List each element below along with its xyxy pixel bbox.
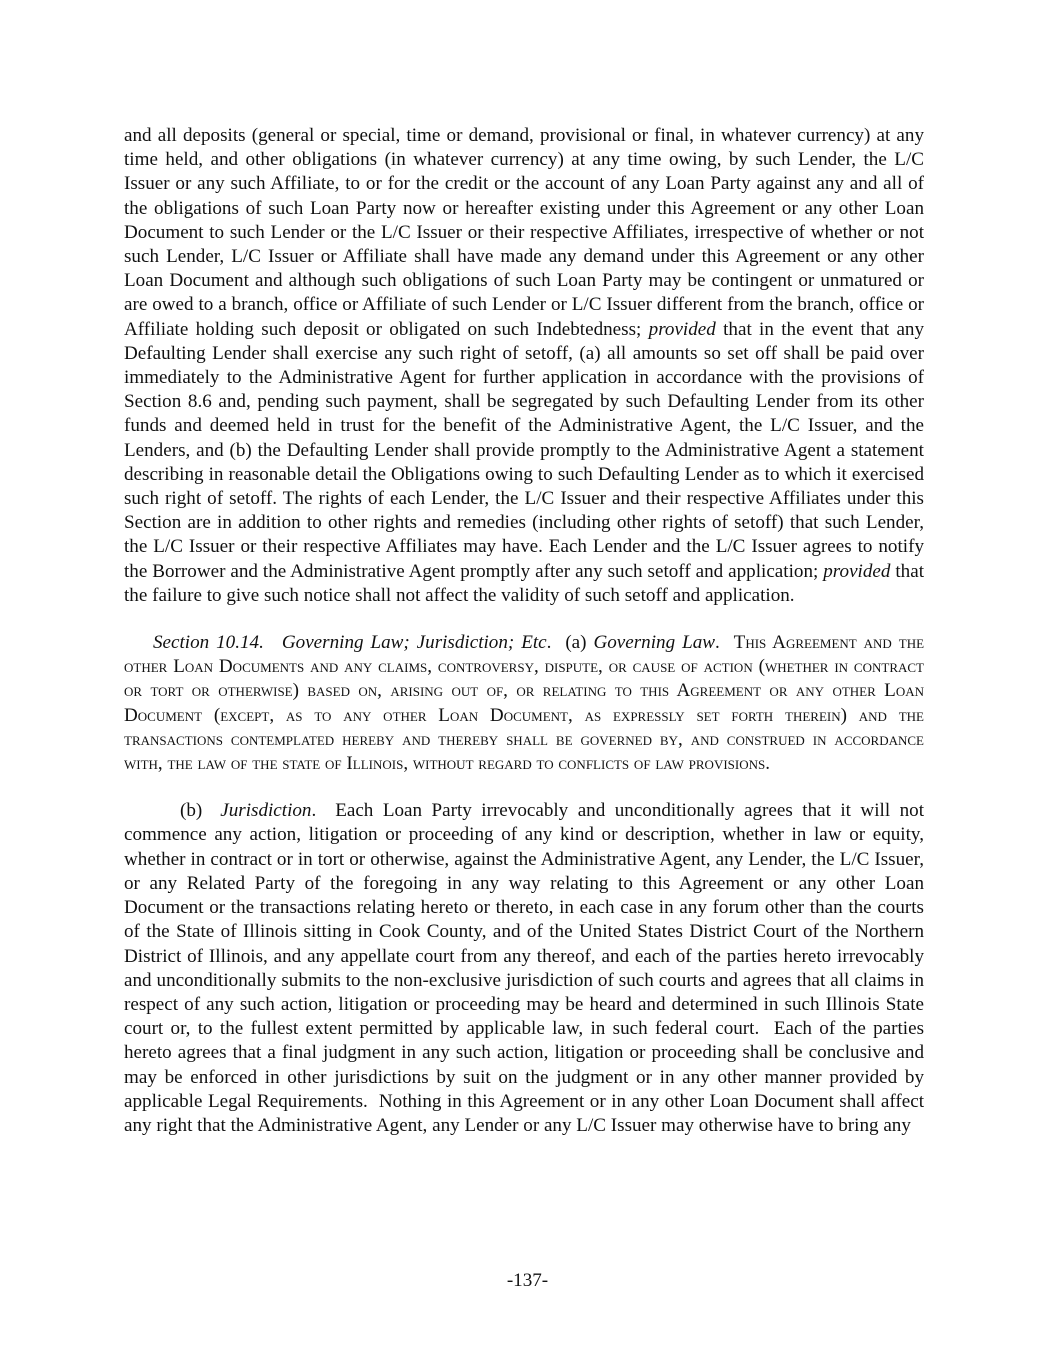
- subsection-a-title: Governing Law: [593, 632, 715, 654]
- jurisdiction-text: Each Loan Party irrevocably and unconditionally agrees that it will not commence any action, litigation or proceeding of any kind or description, whether in law or equity, whether in contract or in tort or otherwise, against the Administrative Agent, any Lender, the L/C Issuer, or any Related Party of the foregoing in any way relating to this Agreement or any other Loan Document or the transactions relating hereto or thereto, in each case in any forum other than the courts of the State of Illinois sitting in Cook County, and of the United States District Court of the Northern District of Illinois, and any appellate court from any thereof, and each of the parties hereto irrevocably and unconditionally submits to the non-exclusive jurisdiction of such courts and agrees that all claims in respect of any such action, litigation or proceeding may be heard and determined in such Illinois State court or, to the fullest extent permitted by applicable law, in such federal court. Each of the parties hereto agrees that a final judgment in any such action, litigation or proceeding shall be conclusive and may be enforced in other jurisdictions by suit on the judgment or in any other manner provided by applicable Legal Requirements. Nothing in this Agreement or in any other Loan Document shall affect any right that the Administrative Agent, any Lender or any L/C Issuer may otherwise have to bring any: [124, 800, 929, 1136]
- jurisdiction-paragraph: [124, 799, 929, 1138]
- setoff-text-part-1: and all deposits (general or special, time or demand, provisional or final, in whatever currency) at any time held, and other obligations (in whatever currency) at any time owing, by such Lender, the L/C Issuer or any such Affiliate, to or for the credit or the account of any Loan Party against any and all of the obligations of such Loan Party now or hereafter existing under this Agreement or any other Loan Document to such Lender or the L/C Issuer or their respective Affiliates, irrespective of whether or not such Lender, L/C Issuer or Affiliate shall have made any demand under this Agreement or any other Loan Document and although such obligations of such Loan Party may be contingent or unmatured or are owed to a branch, office or Affiliate of such Lender or L/C Issuer different from the branch, office or Affiliate holding such deposit or obligated on such Indebtedness;: [124, 125, 924, 340]
- setoff-paragraph: [124, 124, 924, 608]
- provided-italic-1: provided: [648, 318, 716, 340]
- page-number: -137-: [506, 1270, 549, 1291]
- provided-italic-2: provided: [823, 560, 891, 582]
- subsection-b-period: .: [311, 800, 317, 822]
- subsection-a-label: (a): [565, 632, 587, 654]
- document-page: [124, 124, 929, 1138]
- subsection-b-label: (b): [180, 800, 203, 822]
- governing-law-text: This Agreement and the other Loan Documents and any claims, controversy, dispute, or cause of action (whether in contract or tort or otherwise) based on, arising out of, or relating to this Agreement or any other Loan Document (except, as to any other Loan Document, as expressly set forth therein) and the transactions contemplated hereby and thereby shall be governed by, and construed in accordance with, the law of the state of Illinois, without regard to conflicts of law provisions.: [124, 632, 925, 775]
- subsection-a-period: .: [714, 632, 720, 654]
- section-title-period: .: [546, 632, 552, 654]
- setoff-text-part-3: that the failure to give such notice shall not affect the validity of such setoff and application.: [124, 560, 925, 606]
- section-10-14-paragraph: [124, 631, 924, 776]
- section-number: Section 10.14.: [153, 632, 264, 654]
- subsection-b-title: Jurisdiction: [220, 800, 312, 822]
- section-title: Governing Law; Jurisdiction; Etc: [281, 632, 547, 654]
- setoff-text-part-2: that in the event that any Defaulting Lender shall exercise any such right of setoff, (a) all amounts so set off shall be paid over immediately to the Administrative Agent for further application in accordance with the provisions of Section 8.6 and, pending such payment, shall be segregated by such Defaulting Lender from its other funds and deemed held in trust for the benefit of the Administrative Agent, the L/C Issuer, and the Lenders, and (b) the Defaulting Lender shall provide promptly to the Administrative Agent a statement describing in reasonable detail the Obligations owing to such Defaulting Lender as to which it exercised such right of setoff. The rights of each Lender, the L/C Issuer and their respective Affiliates under this Section are in addition to other rights and remedies (including other rights of setoff) that such Lender, the L/C Issuer or their respective Affiliates may have. Each Lender and the L/C Issuer agrees to notify the Borrower and the Administrative Agent promptly after any such setoff and application;: [124, 318, 925, 582]
